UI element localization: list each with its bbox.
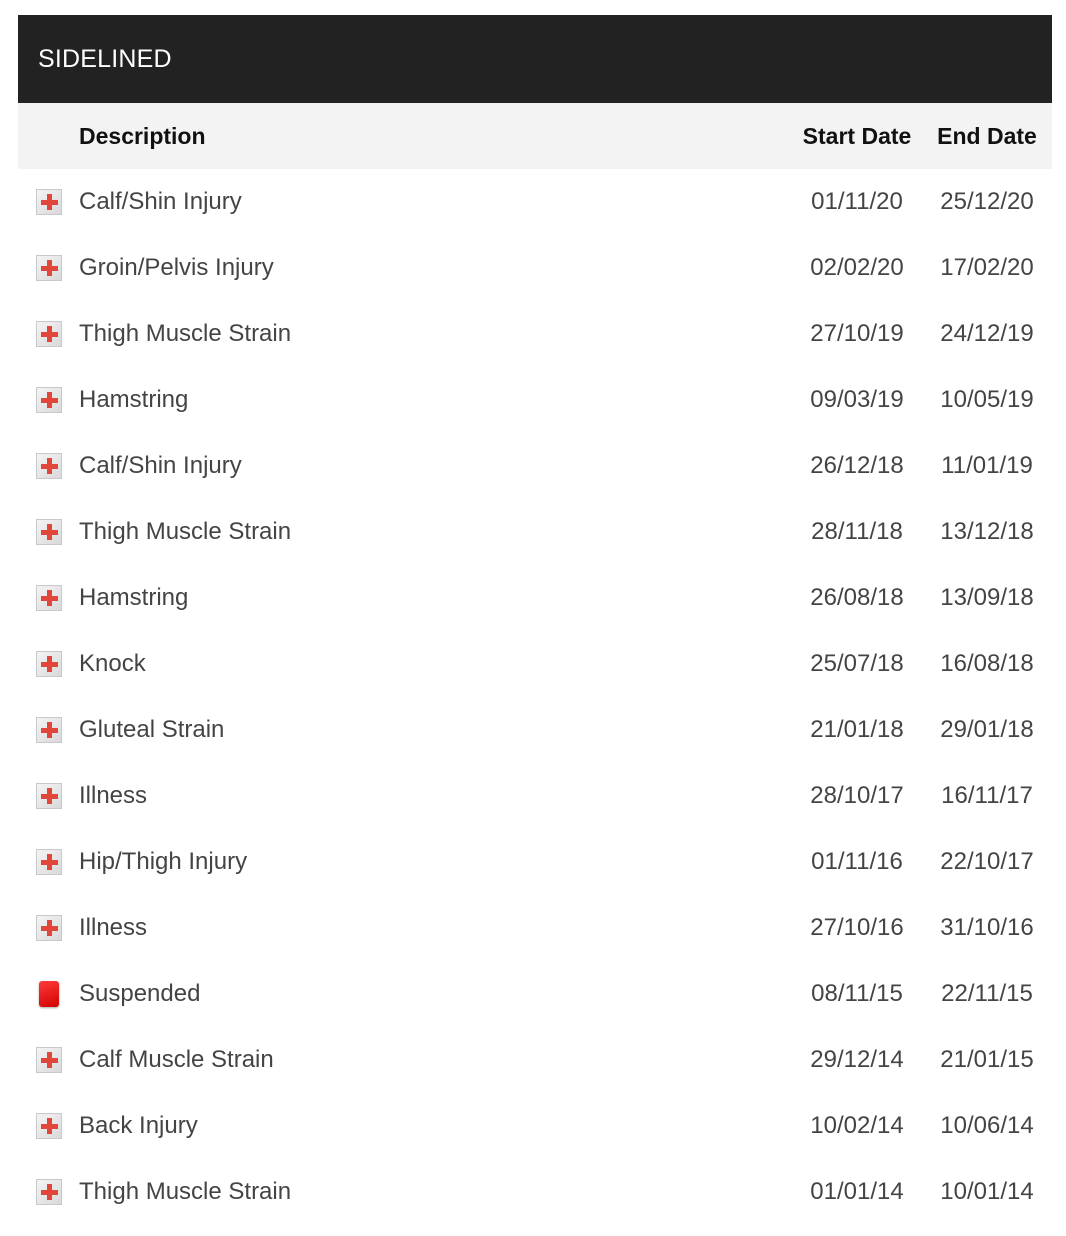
row-start-date: 26/08/18 [810, 584, 904, 611]
row-icon-cell [18, 1047, 79, 1073]
row-icon-cell [18, 255, 79, 281]
table-row [18, 1027, 1052, 1093]
row-start-date: 27/10/19 [810, 320, 904, 347]
injury-cross-icon [36, 717, 62, 743]
table-row [18, 169, 1052, 235]
table-row [18, 829, 1052, 895]
row-description: Thigh Muscle Strain [79, 518, 292, 545]
row-icon-cell [18, 321, 79, 347]
row-description: Illness [79, 782, 148, 809]
row-icon-cell [18, 783, 79, 809]
row-icon-cell [18, 1179, 79, 1205]
row-description: Illness [79, 914, 148, 941]
row-end-date: 13/12/18 [940, 518, 1034, 545]
table-row [18, 1093, 1052, 1159]
end-date-column-header: End Date [937, 122, 1037, 149]
row-start-date: 09/03/19 [810, 386, 904, 413]
row-description: Thigh Muscle Strain [79, 320, 292, 347]
row-start-date: 01/01/14 [810, 1178, 904, 1205]
table-row [18, 367, 1052, 433]
row-end-date: 17/02/20 [940, 254, 1034, 281]
row-icon-cell [18, 189, 79, 215]
sidelined-title-bar [18, 15, 1052, 103]
row-end-date: 10/01/14 [940, 1178, 1034, 1205]
row-end-date: 24/12/19 [940, 320, 1034, 347]
row-end-date: 22/10/17 [940, 848, 1034, 875]
row-start-date: 25/07/18 [810, 650, 904, 677]
row-description: Thigh Muscle Strain [79, 1178, 292, 1205]
injury-cross-icon [36, 1179, 62, 1205]
row-start-date: 01/11/20 [811, 188, 903, 215]
injury-cross-icon [36, 783, 62, 809]
row-start-date: 27/10/16 [810, 914, 904, 941]
table-row [18, 631, 1052, 697]
red-card-icon [39, 981, 59, 1007]
injury-cross-icon [36, 255, 62, 281]
row-end-date: 10/06/14 [940, 1112, 1034, 1139]
row-start-date: 02/02/20 [810, 254, 904, 281]
injury-cross-icon [36, 1047, 62, 1073]
row-start-date: 26/12/18 [810, 452, 904, 479]
row-description: Gluteal Strain [79, 716, 225, 743]
injury-cross-icon [36, 189, 62, 215]
injury-cross-icon [36, 651, 62, 677]
row-description: Hamstring [79, 584, 189, 611]
sidelined-table-body [18, 169, 1052, 1225]
table-row [18, 1159, 1052, 1225]
injury-cross-icon [36, 519, 62, 545]
row-end-date: 13/09/18 [940, 584, 1034, 611]
row-icon-cell [18, 1113, 79, 1139]
row-icon-cell [18, 717, 79, 743]
row-start-date: 01/11/16 [811, 848, 903, 875]
row-start-date: 10/02/14 [810, 1112, 904, 1139]
row-description: Calf/Shin Injury [79, 188, 242, 215]
table-row [18, 697, 1052, 763]
row-end-date: 16/08/18 [940, 650, 1034, 677]
row-description: Back Injury [79, 1112, 198, 1139]
row-end-date: 11/01/19 [941, 452, 1033, 479]
row-description: Hip/Thigh Injury [79, 848, 248, 875]
row-icon-cell [18, 849, 79, 875]
table-row [18, 301, 1052, 367]
injury-cross-icon [36, 585, 62, 611]
row-description: Knock [79, 650, 146, 677]
start-date-column-header: Start Date [802, 122, 912, 149]
row-icon-cell [18, 915, 79, 941]
row-icon-cell [18, 387, 79, 413]
row-description: Calf Muscle Strain [79, 1046, 274, 1073]
row-icon-cell [18, 981, 79, 1007]
row-end-date: 10/05/19 [940, 386, 1034, 413]
injury-cross-icon [36, 387, 62, 413]
row-start-date: 08/11/15 [811, 980, 903, 1007]
table-row [18, 895, 1052, 961]
row-icon-cell [18, 585, 79, 611]
table-header [18, 103, 1052, 169]
row-icon-cell [18, 651, 79, 677]
row-end-date: 29/01/18 [940, 716, 1034, 743]
row-start-date: 28/10/17 [810, 782, 904, 809]
table-row [18, 763, 1052, 829]
row-end-date: 16/11/17 [941, 782, 1033, 809]
row-description: Hamstring [79, 386, 189, 413]
row-end-date: 25/12/20 [940, 188, 1034, 215]
table-row [18, 433, 1052, 499]
row-start-date: 21/01/18 [810, 716, 904, 743]
injury-cross-icon [36, 1113, 62, 1139]
row-description: Calf/Shin Injury [79, 452, 242, 479]
row-start-date: 28/11/18 [811, 518, 903, 545]
table-row [18, 565, 1052, 631]
row-description: Groin/Pelvis Injury [79, 254, 274, 281]
injury-cross-icon [36, 321, 62, 347]
description-column-header: Description [79, 122, 206, 149]
row-end-date: 22/11/15 [941, 980, 1033, 1007]
sidelined-panel [18, 15, 1052, 1225]
table-row [18, 499, 1052, 565]
row-end-date: 31/10/16 [940, 914, 1034, 941]
injury-cross-icon [36, 849, 62, 875]
table-row [18, 961, 1052, 1027]
row-end-date: 21/01/15 [940, 1046, 1034, 1073]
row-start-date: 29/12/14 [810, 1046, 904, 1073]
injury-cross-icon [36, 453, 62, 479]
row-description: Suspended [79, 980, 201, 1007]
injury-cross-icon [36, 915, 62, 941]
panel-title: SIDELINED [38, 44, 172, 73]
row-icon-cell [18, 453, 79, 479]
row-icon-cell [18, 519, 79, 545]
table-row [18, 235, 1052, 301]
